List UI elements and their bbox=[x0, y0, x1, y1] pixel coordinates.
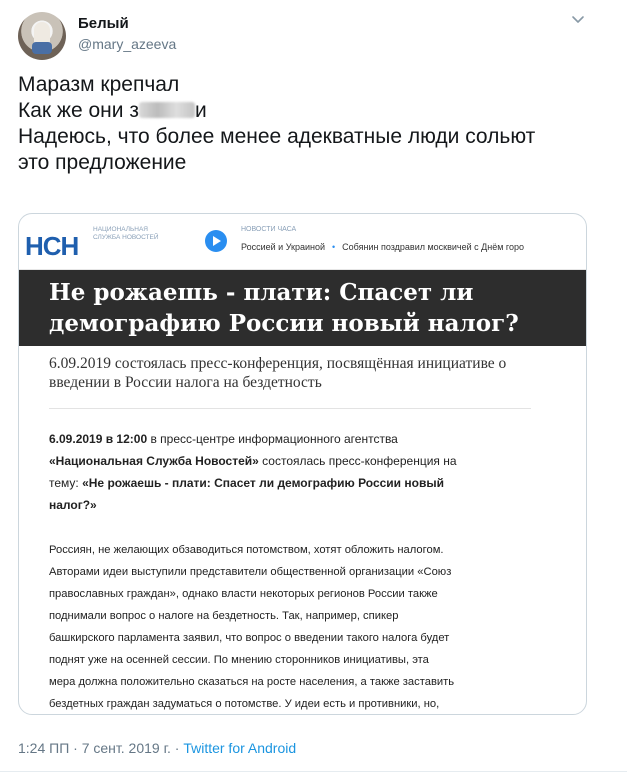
paragraph-line: православных граждан», однако власти некоторых регионов России также bbox=[49, 588, 438, 600]
tweet-line-part: и bbox=[194, 99, 207, 122]
paragraph-line bbox=[49, 494, 531, 516]
ticker-item: Собянин поздравил москвичей с Днём горо bbox=[342, 242, 525, 252]
paragraph-line bbox=[49, 428, 531, 450]
paragraph-line bbox=[49, 472, 531, 494]
chevron-down-icon[interactable] bbox=[571, 14, 585, 26]
paragraph-line: Россиян, не желающих обзаводиться потомством, хотят обложить налогом. bbox=[49, 544, 444, 556]
site-header bbox=[19, 214, 586, 270]
text-span: в пресс-центре информационного агентства bbox=[147, 432, 398, 446]
divider bbox=[49, 408, 531, 409]
news-ticker bbox=[241, 242, 586, 252]
article-paragraph bbox=[49, 428, 531, 516]
avatar-figure-body bbox=[32, 42, 52, 54]
topic-text: «Не рожаешь - плати: Спасет ли демографию России новый bbox=[82, 476, 444, 490]
paragraph-line: Авторами идеи выступили представители общественной организации «Союз bbox=[49, 566, 452, 578]
play-icon bbox=[205, 230, 227, 252]
tweet-footer bbox=[18, 740, 296, 756]
tweet-line: Маразм крепчал bbox=[18, 73, 180, 96]
logo-subtitle: НАЦИОНАЛЬНАЯ СЛУЖБА НОВОСТЕЙ bbox=[93, 226, 159, 241]
paragraph-line: мера должна положительно сказаться на росте населения, а также заставить bbox=[49, 676, 455, 688]
tweet-line-part: Как же они з bbox=[18, 99, 139, 122]
ticker-separator: • bbox=[332, 242, 336, 252]
article-lead: 6.09.2019 состоялась пресс-конференция, посвящённая инициативе о введении в России налога на бездетность bbox=[49, 355, 507, 391]
text-span: состоялась пресс-конференция на bbox=[258, 454, 457, 468]
topic-text: налог?» bbox=[49, 498, 97, 512]
paragraph-line: поднят уже на осенней сессии. По мнению сторонников инициативы, эта bbox=[49, 654, 429, 666]
timestamp[interactable]: 1:24 ПП · 7 сент. 2019 г. · bbox=[18, 740, 184, 756]
source-link[interactable]: Twitter for Android bbox=[183, 740, 297, 756]
avatar[interactable] bbox=[18, 12, 66, 60]
text-span: тему: bbox=[49, 476, 83, 490]
attached-image-card[interactable] bbox=[18, 213, 587, 715]
tweet-line bbox=[18, 98, 608, 124]
news-label: НОВОСТИ ЧАСА bbox=[241, 226, 297, 233]
divider bbox=[0, 771, 627, 772]
paragraph-line bbox=[49, 450, 531, 472]
user-name[interactable]: Белый bbox=[78, 15, 129, 32]
censored-blur bbox=[139, 102, 195, 118]
tweet-line: Надеюсь, что более менее адекватные люди сольют bbox=[18, 125, 536, 148]
nsn-logo: НСН bbox=[25, 231, 79, 261]
paragraph-line: бездетных граждан задуматься о потомстве. У идеи есть и противники, но, bbox=[49, 698, 440, 710]
org-name: «Национальная Служба Новостей» bbox=[49, 454, 259, 468]
ticker-item: Россией и Украиной bbox=[241, 242, 325, 252]
article-headline: Не рожаешь - плати: Спасет ли демографию России новый налог? bbox=[49, 279, 519, 337]
article-paragraph bbox=[49, 539, 531, 715]
date-text: 6.09.2019 в 12:00 bbox=[49, 432, 148, 446]
tweet-text bbox=[18, 72, 608, 176]
user-handle[interactable]: @mary_azeeva bbox=[78, 36, 177, 52]
paragraph-line: поднимали вопрос о налоге на бездетность. Так, например, спикер bbox=[49, 610, 399, 622]
paragraph-line: башкирского парламента заявил, что вопрос о введении такого налога будет bbox=[49, 632, 450, 644]
tweet-line: это предложение bbox=[18, 151, 187, 174]
